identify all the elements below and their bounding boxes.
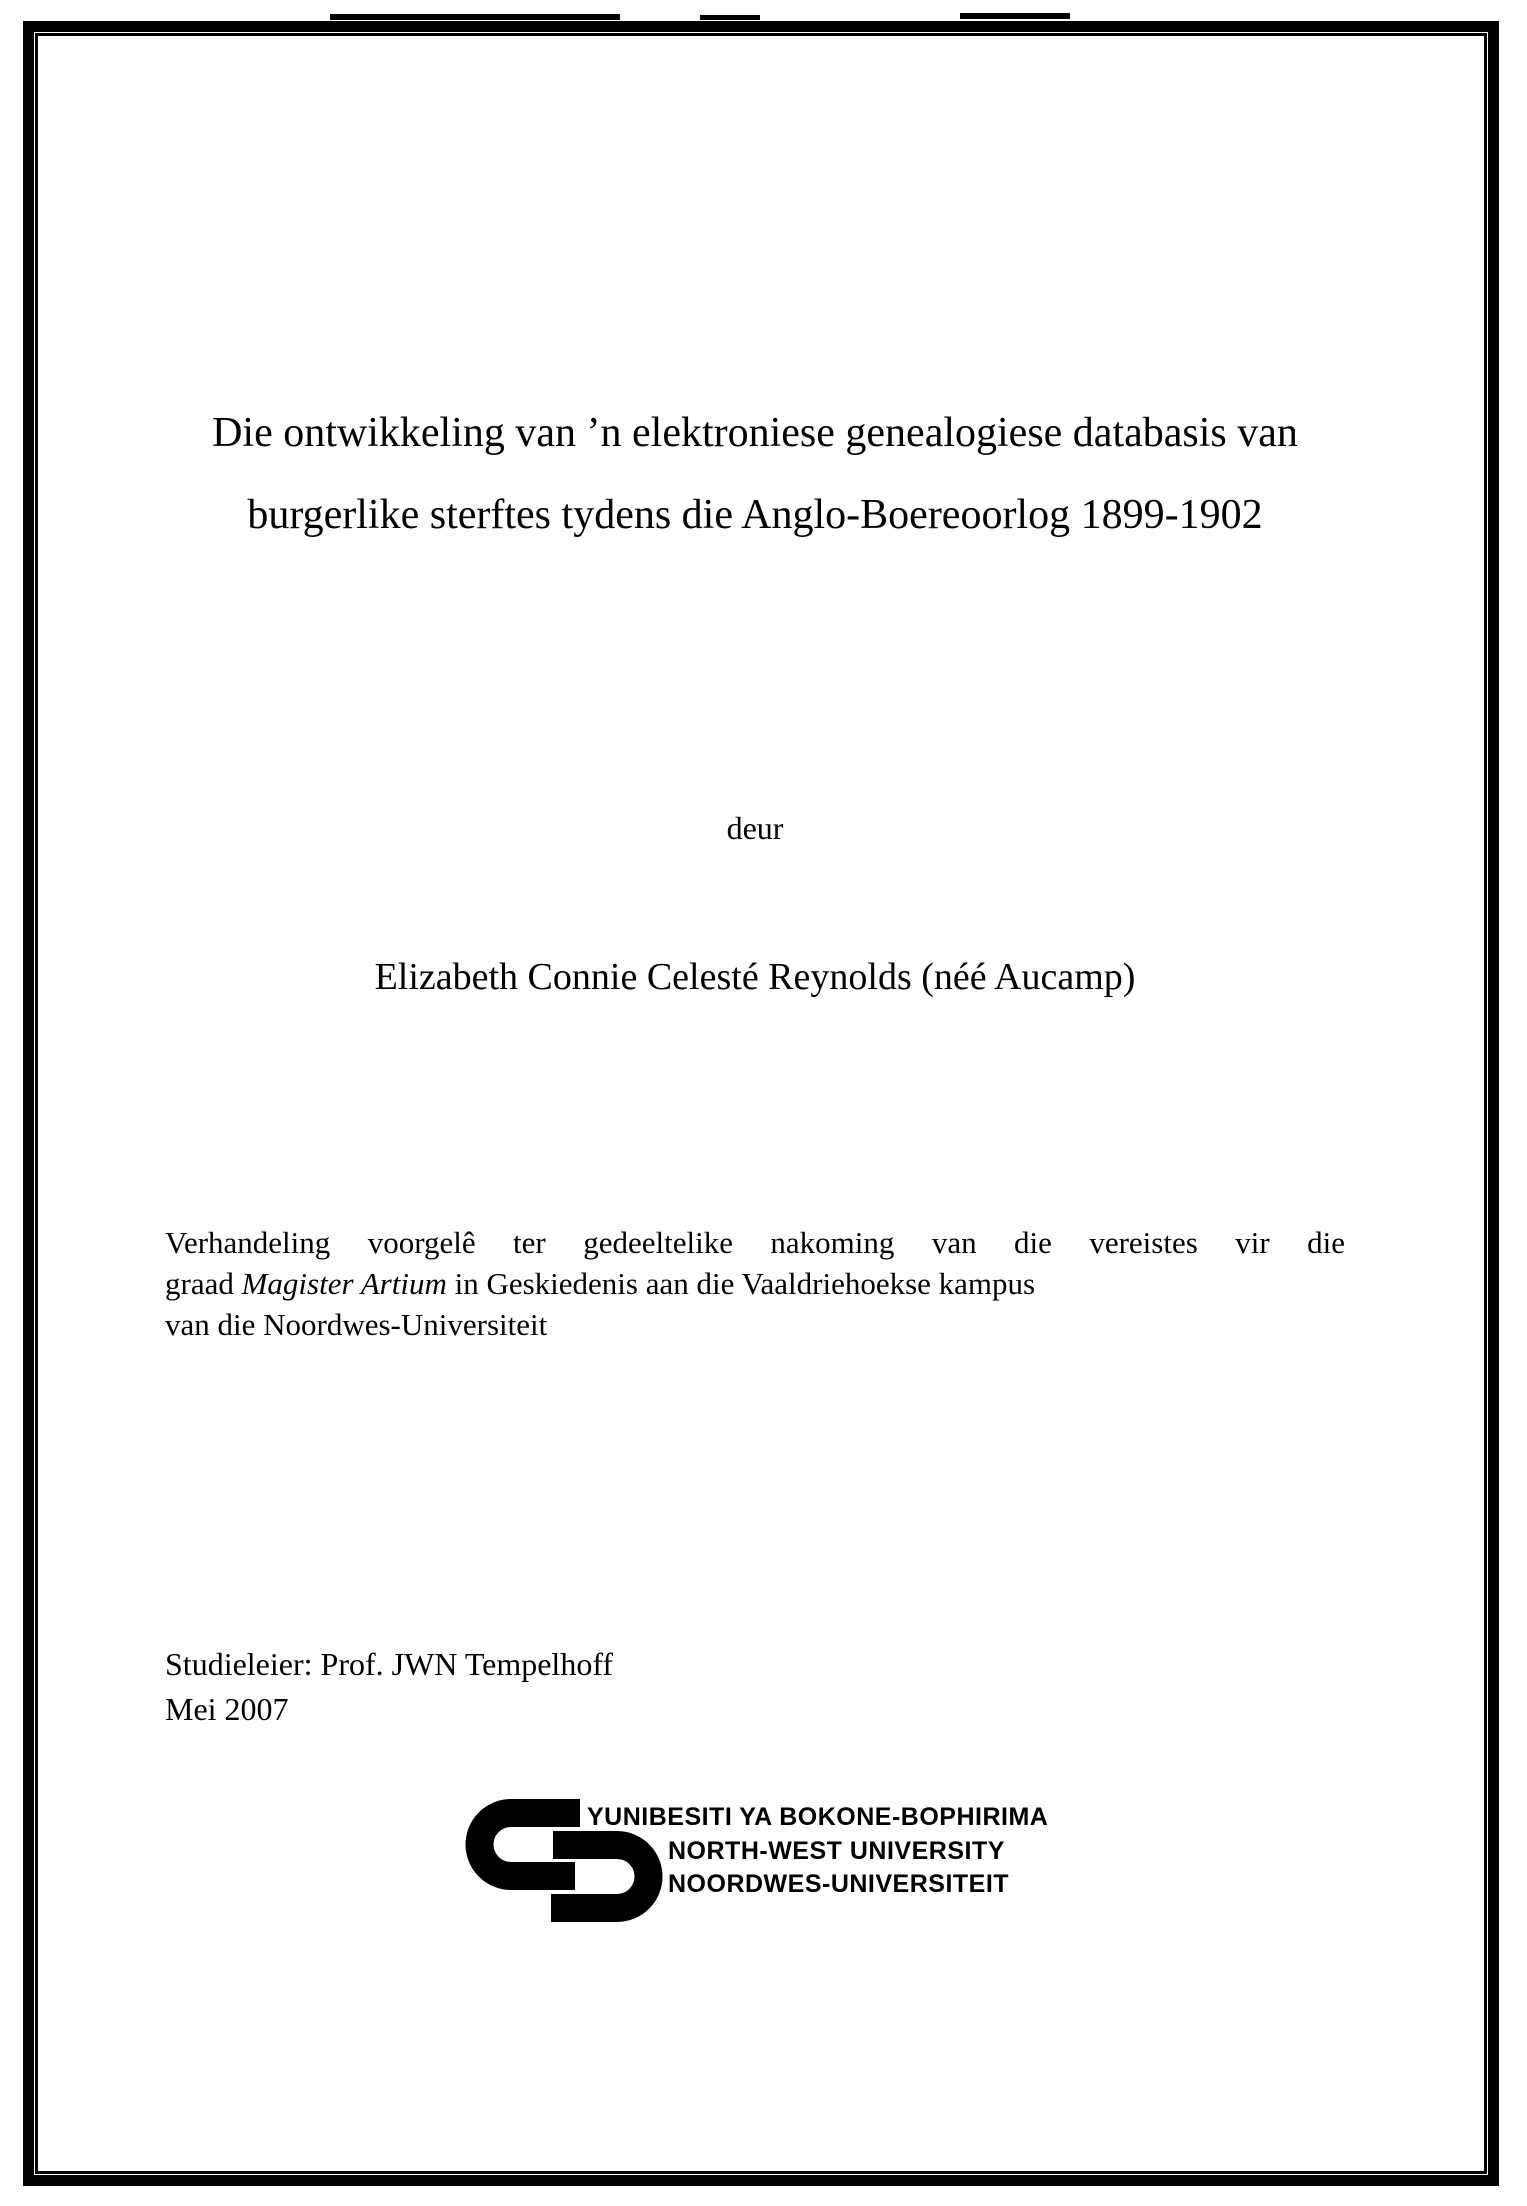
submission-line1: Verhandeling voorgelê ter gedeeltelike nakoming van die vereistes vir die	[165, 1225, 1345, 1260]
submission-line2-prefix: graad	[165, 1266, 242, 1301]
date-line: Mei 2007	[165, 1691, 289, 1727]
page-content	[165, 0, 1345, 2206]
supervisor-block	[165, 1642, 1345, 1732]
submission-line2	[165, 1263, 1345, 1304]
thesis-title-line1: Die ontwikkeling van ’n elektroniese genealogiese databasis van	[212, 410, 1298, 456]
supervisor-line: Studieleier: Prof. JWN Tempelhoff	[165, 1646, 614, 1682]
submission-line2-suffix: in Geskiedenis aan die Vaaldriehoekse kampus	[446, 1266, 1036, 1301]
logo-wordmark-english: NORTH-WEST UNIVERSITY	[668, 1837, 1005, 1865]
university-logo	[465, 1798, 1165, 1933]
submission-statement	[165, 1222, 1345, 1345]
degree-name: Magister Artium	[241, 1266, 447, 1301]
logo-wordmark-setswana: YUNIBESITI YA BOKONE-BOPHIRIMA	[587, 1803, 1049, 1831]
thesis-title	[165, 392, 1345, 556]
thesis-title-line2: burgerlike sterftes tydens die Anglo-Boereoorlog 1899-1902	[247, 492, 1263, 538]
submission-line3: van die Noordwes-Universiteit	[165, 1307, 548, 1342]
byline-label: deur	[726, 810, 784, 846]
logo-wordmark-afrikaans: NOORDWES-UNIVERSITEIT	[668, 1870, 1010, 1898]
author-name: Elizabeth Connie Celesté Reynolds (néé Aucamp)	[374, 956, 1136, 998]
